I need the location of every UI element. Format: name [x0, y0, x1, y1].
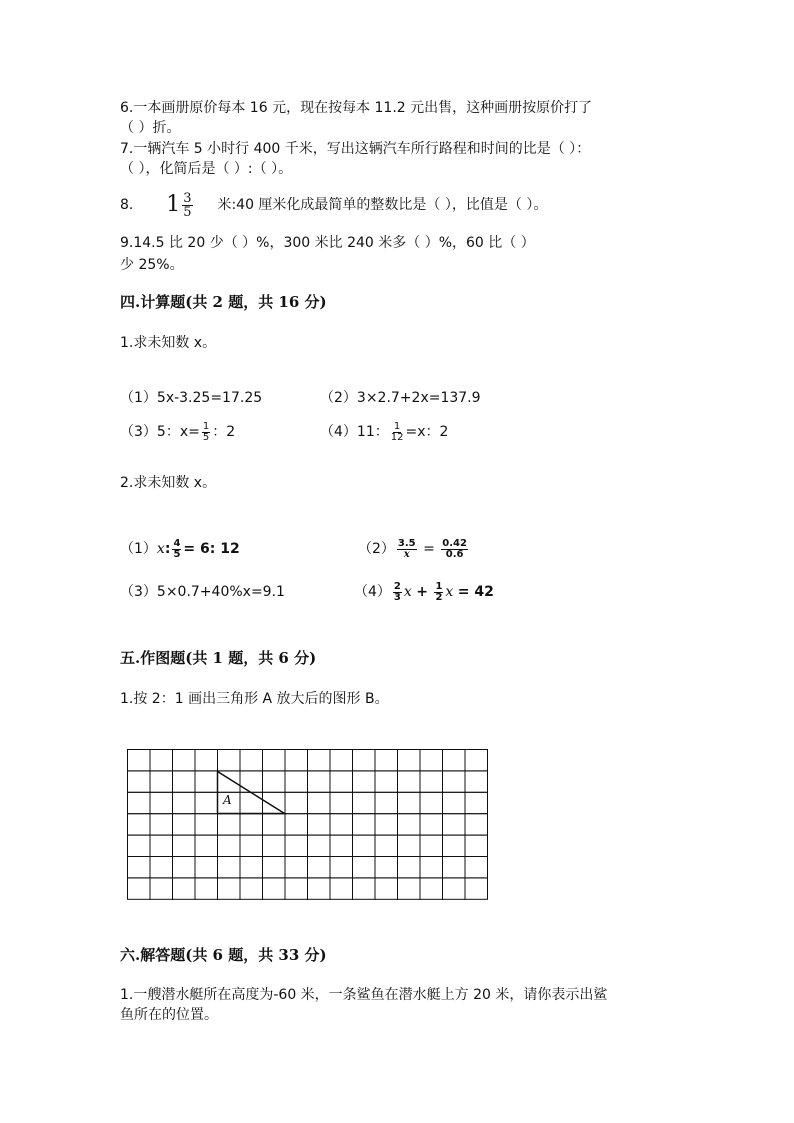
grid-cell [195, 771, 218, 792]
grid-cell [150, 792, 173, 813]
eq1-d-den: 12 [390, 431, 404, 443]
grid-cell [443, 750, 466, 771]
grid-cell [465, 792, 488, 813]
grid-cell [420, 771, 443, 792]
grid-cell [150, 835, 173, 856]
q8 [120, 190, 547, 220]
eq1-c-num: 1 [202, 420, 210, 432]
grid-cell [173, 878, 196, 899]
grid-cell [353, 771, 376, 792]
eq1-d [320, 420, 448, 444]
grid-cell [330, 814, 353, 835]
eq2-d-var1: x [403, 584, 412, 600]
grid-cell [420, 792, 443, 813]
section4-q1-title: 1.求未知数 x。 [120, 335, 217, 351]
eq1-c-den: 5 [202, 431, 210, 443]
grid-cell [128, 814, 151, 835]
grid-cell [128, 792, 151, 813]
grid-cell [195, 814, 218, 835]
q7-line2: （ ），化简后是（ ）:（ ）。 [120, 161, 293, 177]
grid-cell [285, 814, 308, 835]
grid-cell [353, 835, 376, 856]
eq1-d-pre: （4）11： [320, 424, 389, 440]
grid-cell [465, 835, 488, 856]
eq2-a-post: = 6: 12 [183, 541, 240, 557]
eq2-d-den2: 2 [435, 591, 443, 603]
drawing-grid [127, 749, 490, 901]
grid-cell [375, 750, 398, 771]
eq2-a-den: 5 [173, 548, 181, 560]
grid-cell [353, 878, 376, 899]
grid-cell [263, 857, 286, 878]
grid-cell [330, 792, 353, 813]
grid-cell [128, 835, 151, 856]
grid-cell [330, 771, 353, 792]
eq1-b: （2）3×2.7+2x=137.9 [320, 390, 481, 406]
grid-cell [465, 771, 488, 792]
grid-cell [240, 750, 263, 771]
grid-cell [308, 792, 331, 813]
eq2-a-var: x [156, 541, 165, 557]
grid-cell [240, 857, 263, 878]
grid-cell [398, 878, 421, 899]
grid-cell [308, 814, 331, 835]
grid-cell [375, 835, 398, 856]
eq2-a-colon: : [164, 541, 171, 557]
eq1-c-fraction [202, 422, 210, 443]
grid-cell [465, 878, 488, 899]
eq2-c: （3）5×0.7+40%x=9.1 [120, 584, 285, 600]
eq1-a: （1）5x-3.25=17.25 [120, 390, 263, 406]
eq2-a [120, 535, 240, 563]
grid-cell [285, 792, 308, 813]
grid-cell [443, 771, 466, 792]
grid-cell [398, 857, 421, 878]
q6-line2: （ ）折。 [120, 120, 181, 136]
grid-cell [285, 835, 308, 856]
grid-cell [150, 750, 173, 771]
grid-cell [285, 857, 308, 878]
eq1-d-num: 1 [393, 420, 401, 432]
grid-cell [173, 857, 196, 878]
q8-rest: 米:40 厘米化成最简单的整数比是（ ），比值是（ ）。 [217, 197, 548, 213]
eq2-b-num2: 0.42 [442, 537, 467, 549]
grid-cell [173, 792, 196, 813]
grid-cell [128, 771, 151, 792]
eq2-d-num2: 1 [435, 580, 443, 592]
grid-cell [465, 750, 488, 771]
grid-cells [128, 750, 488, 900]
grid-cell [285, 750, 308, 771]
grid-cell [330, 878, 353, 899]
grid-cell [263, 814, 286, 835]
grid-cell [218, 814, 241, 835]
grid-cell [285, 878, 308, 899]
grid-cell [195, 835, 218, 856]
grid-cell [195, 857, 218, 878]
grid-cell [195, 750, 218, 771]
grid-cell [443, 835, 466, 856]
eq2-b-num1: 3.5 [397, 537, 416, 549]
grid-cell [465, 814, 488, 835]
grid-cell [353, 792, 376, 813]
grid-cell [240, 814, 263, 835]
grid-cell [128, 750, 151, 771]
q8-fraction-den: 5 [183, 204, 192, 220]
grid-cell [263, 878, 286, 899]
grid-cell [195, 792, 218, 813]
grid-cell [308, 835, 331, 856]
eq1-c-post: ：2 [212, 424, 236, 440]
grid-cell [218, 857, 241, 878]
grid-cell [443, 814, 466, 835]
q8-prefix: 8. [120, 197, 134, 213]
grid-cell [263, 771, 286, 792]
grid-cell [443, 878, 466, 899]
eq2-d-fraction2 [434, 582, 443, 603]
grid-cell [420, 835, 443, 856]
eq2-d-den1: 3 [393, 591, 401, 603]
section6-q1-line1: 1.一艘潜水艇所在高度为-60 米，一条鲨鱼在潜水艇上方 20 米，请你表示出鲨 [120, 987, 608, 1003]
eq2-b-den1: x [403, 548, 410, 560]
triangle-a-label: A [223, 793, 232, 807]
eq2-b-eq: = [423, 541, 435, 557]
eq2-a-fraction [172, 539, 181, 560]
grid-cell [150, 771, 173, 792]
grid-cell [240, 835, 263, 856]
grid-cell [443, 857, 466, 878]
grid-cell [398, 792, 421, 813]
section5-title: 五.作图题(共 1 题，共 6 分) [120, 649, 317, 667]
grid-cell [353, 750, 376, 771]
grid-cell [240, 792, 263, 813]
grid-cell [173, 771, 196, 792]
eq2-d-plus: + [416, 584, 428, 600]
grid-cell [195, 878, 218, 899]
eq1-c-pre: （3）5：x= [120, 424, 200, 440]
grid-cell [263, 792, 286, 813]
section4-title: 四.计算题(共 2 题，共 16 分) [120, 293, 327, 311]
grid-cell [398, 771, 421, 792]
q9-line1: 9.14.5 比 20 少（ ）%，300 米比 240 米多（ ）%，60 比（ ） [120, 235, 535, 251]
grid-cell [375, 857, 398, 878]
q8-mixed-whole: 1 [166, 192, 181, 217]
q8-fraction-num: 3 [183, 190, 192, 206]
eq2-a-pre: （1） [120, 541, 157, 557]
eq2-d [354, 578, 494, 606]
grid-cell [218, 878, 241, 899]
grid-cell [240, 878, 263, 899]
eq2-b-fraction2 [441, 539, 468, 560]
eq2-d-post: = 42 [457, 584, 494, 600]
grid-cell [308, 878, 331, 899]
grid-cell [128, 857, 151, 878]
section4-q2-title: 2.求未知数 x。 [120, 475, 217, 491]
grid-cell [465, 857, 488, 878]
grid-cell [398, 835, 421, 856]
grid-cell [150, 814, 173, 835]
eq2-b-pre: （2） [358, 541, 395, 557]
grid-cell [218, 835, 241, 856]
grid-cell [375, 792, 398, 813]
grid-cell [263, 750, 286, 771]
grid-cell [330, 857, 353, 878]
grid-cell [150, 857, 173, 878]
eq2-b-fraction1 [397, 539, 417, 560]
eq2-d-pre: （4） [354, 584, 391, 600]
section6-title: 六.解答题(共 6 题，共 33 分) [120, 946, 327, 964]
grid-cell [398, 814, 421, 835]
grid-cell [330, 835, 353, 856]
grid-cell [330, 750, 353, 771]
grid-cell [443, 792, 466, 813]
q7-line1: 7.一辆汽车 5 小时行 400 千米，写出这辆汽车所行路程和时间的比是（ ）： [120, 141, 591, 157]
eq2-d-var2: x [445, 584, 454, 600]
eq1-c [120, 420, 235, 444]
q6-line1: 6.一本画册原价每本 16 元，现在按每本 11.2 元出售，这种画册按原价打了 [120, 100, 593, 116]
eq2-b [358, 533, 470, 565]
grid-cell [375, 814, 398, 835]
grid-cell [420, 878, 443, 899]
grid-cell [263, 835, 286, 856]
grid-cell [150, 878, 173, 899]
eq1-d-post: =x：2 [405, 424, 449, 440]
grid-cell [420, 750, 443, 771]
section6-q1-line2: 鱼所在的位置。 [120, 1007, 218, 1023]
q9-line2: 少 25%。 [120, 257, 184, 273]
grid-cell [308, 750, 331, 771]
grid-cell [173, 835, 196, 856]
grid-cell [128, 878, 151, 899]
grid-cell [398, 750, 421, 771]
grid-cell [308, 857, 331, 878]
eq2-d-fraction1 [393, 582, 402, 603]
eq2-a-num: 4 [173, 537, 181, 549]
grid-cell [173, 750, 196, 771]
grid-cell [375, 878, 398, 899]
grid-cell [285, 771, 308, 792]
grid-cell [353, 814, 376, 835]
grid-cell [353, 857, 376, 878]
grid-cell [218, 750, 241, 771]
grid-cell [308, 771, 331, 792]
eq1-d-fraction [391, 422, 404, 443]
grid-cell [375, 771, 398, 792]
eq2-b-den2: 0.6 [445, 548, 464, 560]
q8-fraction [182, 192, 192, 219]
grid-cell [240, 771, 263, 792]
grid-cell [420, 814, 443, 835]
grid-cell [420, 857, 443, 878]
eq2-d-num1: 2 [393, 580, 401, 592]
grid-cell [173, 814, 196, 835]
section5-q1: 1.按 2：1 画出三角形 A 放大后的图形 B。 [120, 691, 389, 707]
